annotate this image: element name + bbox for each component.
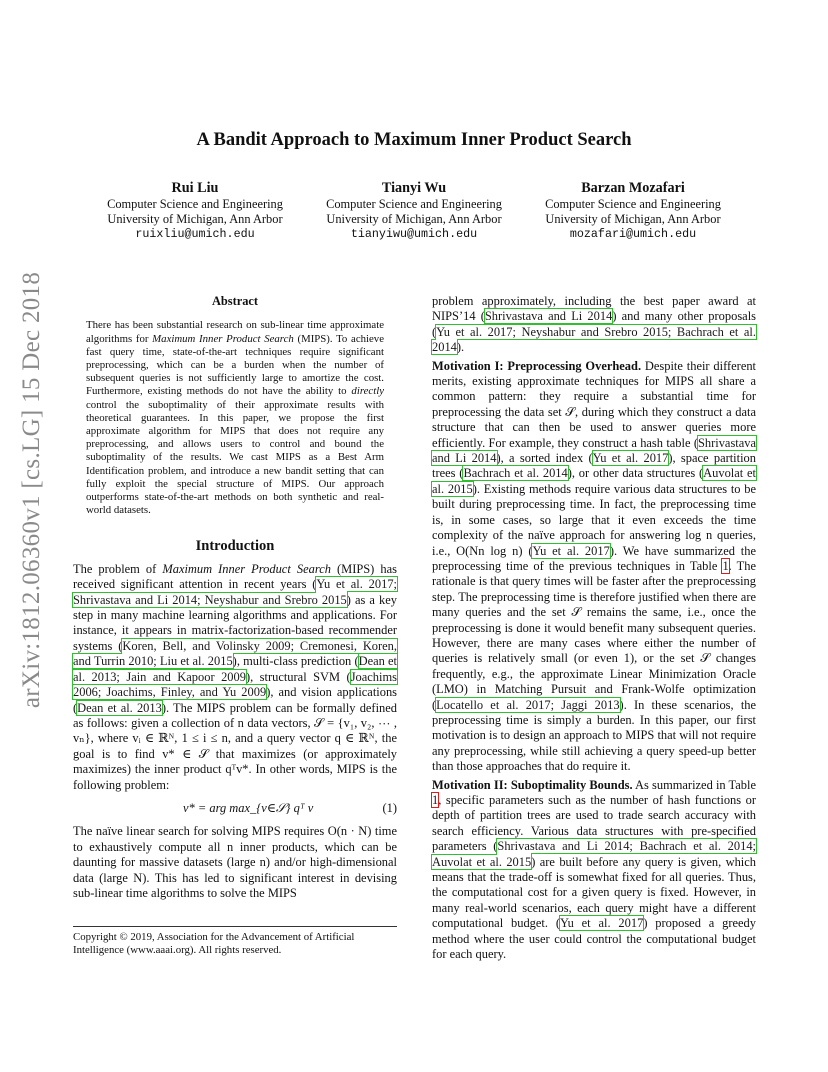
citation-link[interactable]: Shrivastava and Li 2014 [432, 435, 756, 466]
citation-link[interactable]: Koren, Bell, and Volinsky 2009; Cremonesi, Koren, and Turrin 2010; Liu et al. 2015 [73, 638, 398, 669]
table-reference-link[interactable]: 1 [722, 558, 729, 573]
author-name: Tianyi Wu [381, 180, 447, 196]
right-paragraph-1: problem approximately, including the best paper award at NIPS’14 (Shrivastava and Li 2014) and many other proposals (Yu et al. 2017; Neyshabur and Srebro 2015; Bachrach et al. 2014). [432, 294, 756, 355]
abstract-heading: Abstract [211, 294, 259, 308]
author-block-3 [526, 180, 740, 242]
citation-link[interactable]: Yu et al. 2017 [559, 916, 644, 931]
motivation-1-heading: Motivation I: Preprocessing Overhead. [432, 358, 642, 373]
footnote-text: Copyright © 2019, Association for the Advancement of Artificial Intelligence (www.aaai.org). All rights reserved. [73, 931, 355, 956]
author-dept: Computer Science and Engineering [107, 197, 283, 211]
author-email[interactable]: tianyiwu@umich.edu [350, 227, 478, 241]
citation-link[interactable]: Shrivastava and Li 2014 [484, 309, 613, 324]
author-univ: University of Michigan, Ann Arbor [545, 212, 721, 226]
left-column [73, 294, 397, 901]
citation-link[interactable]: Yu et al. 2017 [532, 543, 610, 558]
intro-paragraph: The problem of Maximum Inner Product Search (MIPS) has received significant attention in recent years (Yu et al. 2017; Shrivastava and Li 2014; Neyshabur and Srebro 2015) as a key step in many machine learning algorithms and applications. For instance, it appears in matrix-factorization-based recommender systems (Koren, Bell, and Volinsky 2009; Cremonesi, Koren, and Turrin 2010; Liu et al. 2015), multi-class prediction (Dean et al. 2013; Jain and Kapoor 2009), structural SVM (Joachims 2006; Joachims, Finley, and Yu 2009), and vision applications (Dean et al. 2013). The MIPS problem can be formally defined as follows: given a collection of n data vectors, 𝒮 = {v₁, v₂, ⋯ , vₙ}, where vᵢ ∈ ℝᴺ, 1 ≤ i ≤ n, and a query vector q ∈ ℝᴺ, the goal is to find v* ∈ 𝒮 that maximizes (or approximately maximizes) the inner product qᵀv*. In other words, MIPS is the following problem: [73, 561, 398, 792]
author-univ: University of Michigan, Ann Arbor [326, 212, 502, 226]
author-name: Rui Liu [171, 180, 219, 196]
arxiv-identifier: arXiv:1812.06360v1 [cs.LG] 15 Dec 2018 [18, 271, 45, 709]
abstract-text: There has been substantial research on sub-linear time approximate algorithms for Maximum Inner Product Search (MIPS). To achieve fast query time, state-of-the-art techniques require significant preprocessing, which can be a burden when the number of subsequent queries is not sufficiently large to amortize the cost. Furthermore, existing methods do not have the ability to directly control the suboptimality of their approximate results with theoretical guarantees. In this paper, we propose the first approximate algorithm for MIPS that does not require any preprocessing, and allows users to control and bound the suboptimality of the results. We cast MIPS as a Best Arm Identification problem, and introduce a new bandit setting that can fully exploit the special structure of MIPS. Our approach outperforms state-of-the-art methods on both synthetic and real-world datasets. [86, 319, 384, 517]
paper-title: A Bandit Approach to Maximum Inner Product Search [196, 130, 632, 150]
citation-link[interactable]: Yu et al. 2017 [592, 451, 669, 466]
author-block-1 [88, 180, 302, 242]
author-dept: Computer Science and Engineering [545, 197, 721, 211]
author-email[interactable]: ruixliu@umich.edu [135, 227, 255, 241]
equation-1 [73, 801, 397, 816]
author-block-2 [307, 180, 521, 242]
author-univ: University of Michigan, Ann Arbor [107, 212, 283, 226]
arxiv-sidebar-stamp [14, 271, 50, 709]
motivation-1-paragraph: Motivation I: Preprocessing Overhead. Despite their different merits, existing approximate techniques for MIPS all share a common pattern: they require a substantial time for preprocessing the data set 𝒮, during which they construct a data structure that can then be used to answer queries more efficiently. For example, they construct a hash table (Shrivastava and Li 2014), a sorted index (Yu et al. 2017), space partition trees (Bachrach et al. 2014), or other data structures (Auvolat et al. 2015). Existing methods require various data structures to be built during preprocessing time. In fact, the preprocessing time is, in some cases, so large that it even exceeds the time complexity of the naïve approach for answering log n queries, i.e., O(Nn log n) (Yu et al. 2017). We have summarized the preprocessing time of the previous techniques in Table 1. The rationale is that query times will be faster after the preprocessing step. The preprocessing time is therefore justified when there are many queries and the set 𝒮 remains the same, i.e., once the preprocessing is done it would benefit many subsequent queries. However, there are many cases where either the number of queries is relatively small (or even 1), or the set 𝒮 changes frequently, e.g., the approximate Linear Minimization Oracle (LMO) in Matching Pursuit and Frank-Wolfe optimization (Locatello et al. 2017; Jaggi 2013). In these scenarios, the preprocessing time is simply a burden. In this paper, our first motivation is to design an approach to MIPS that will not require any preprocessing, while still achieving a query speed-up better than those approaches that do require it. [432, 358, 757, 774]
citation-link[interactable]: Yu et al. 2017; Shrivastava and Li 2014; Neyshabur and Srebro 2015 [73, 577, 397, 607]
author-email[interactable]: mozafari@umich.edu [569, 227, 697, 241]
citation-link[interactable]: Dean et al. 2013 [77, 700, 162, 715]
citation-link[interactable]: Shrivastava and Li 2014; Bachrach et al. 2014; Auvolat et al. 2015 [432, 839, 757, 869]
citation-link[interactable]: Bachrach et al. 2014 [463, 466, 568, 481]
author-name: Barzan Mozafari [581, 180, 685, 196]
equation-expression: v* = arg max_{v∈𝒮} qᵀ v [183, 800, 314, 815]
introduction-heading: Introduction [195, 538, 275, 555]
citation-link[interactable]: Locatello et al. 2017; Jaggi 2013 [436, 697, 620, 712]
motivation-2-paragraph: Motivation II: Suboptimality Bounds. As summarized in Table 1, specific parameters such as the number of hash functions or depth of partition trees are used to trade search accuracy with search efficiency. Various data structures with pre-specified parameters (Shrivastava and Li 2014; Bachrach et al. 2014; Auvolat et al. 2015) are built before any query is given, which means that the trade-off is somewhat fixed for all queries. Thus, the computational cost for a given query is fixed. However, in many real-world scenarios, each query might have a different computational budget. (Yu et al. 2017) proposed a greedy method where the user could control the computational budget for each query. [432, 777, 757, 962]
motivation-2-heading: Motivation II: Suboptimality Bounds. [432, 777, 633, 792]
citation-link[interactable]: Dean et al. 2013; Jain and Kapoor 2009 [73, 654, 398, 684]
table-reference-link[interactable]: 1 [432, 793, 439, 807]
citation-link[interactable]: Yu et al. 2017; Neyshabur and Srebro 2015; Bachrach et al. 2014 [432, 324, 756, 355]
intro-paragraph-2: The naïve linear search for solving MIPS requires O(n · N) time to exhaustively compute all n inner products, which can be daunting for massive datasets (large n) and/or high-dimensional data (large N). This has led to significant interest in devising sub-linear time algorithms to solve the MIPS [73, 824, 397, 900]
equation-number: (1) [382, 800, 397, 815]
footnote-rule [73, 926, 397, 927]
right-column [432, 294, 756, 962]
author-dept: Computer Science and Engineering [326, 197, 502, 211]
citation-link[interactable]: Joachims 2006; Joachims, Finley, and Yu 2009 [73, 669, 397, 700]
copyright-footnote [73, 926, 397, 957]
citation-link[interactable]: Auvolat et al. 2015 [432, 466, 757, 496]
